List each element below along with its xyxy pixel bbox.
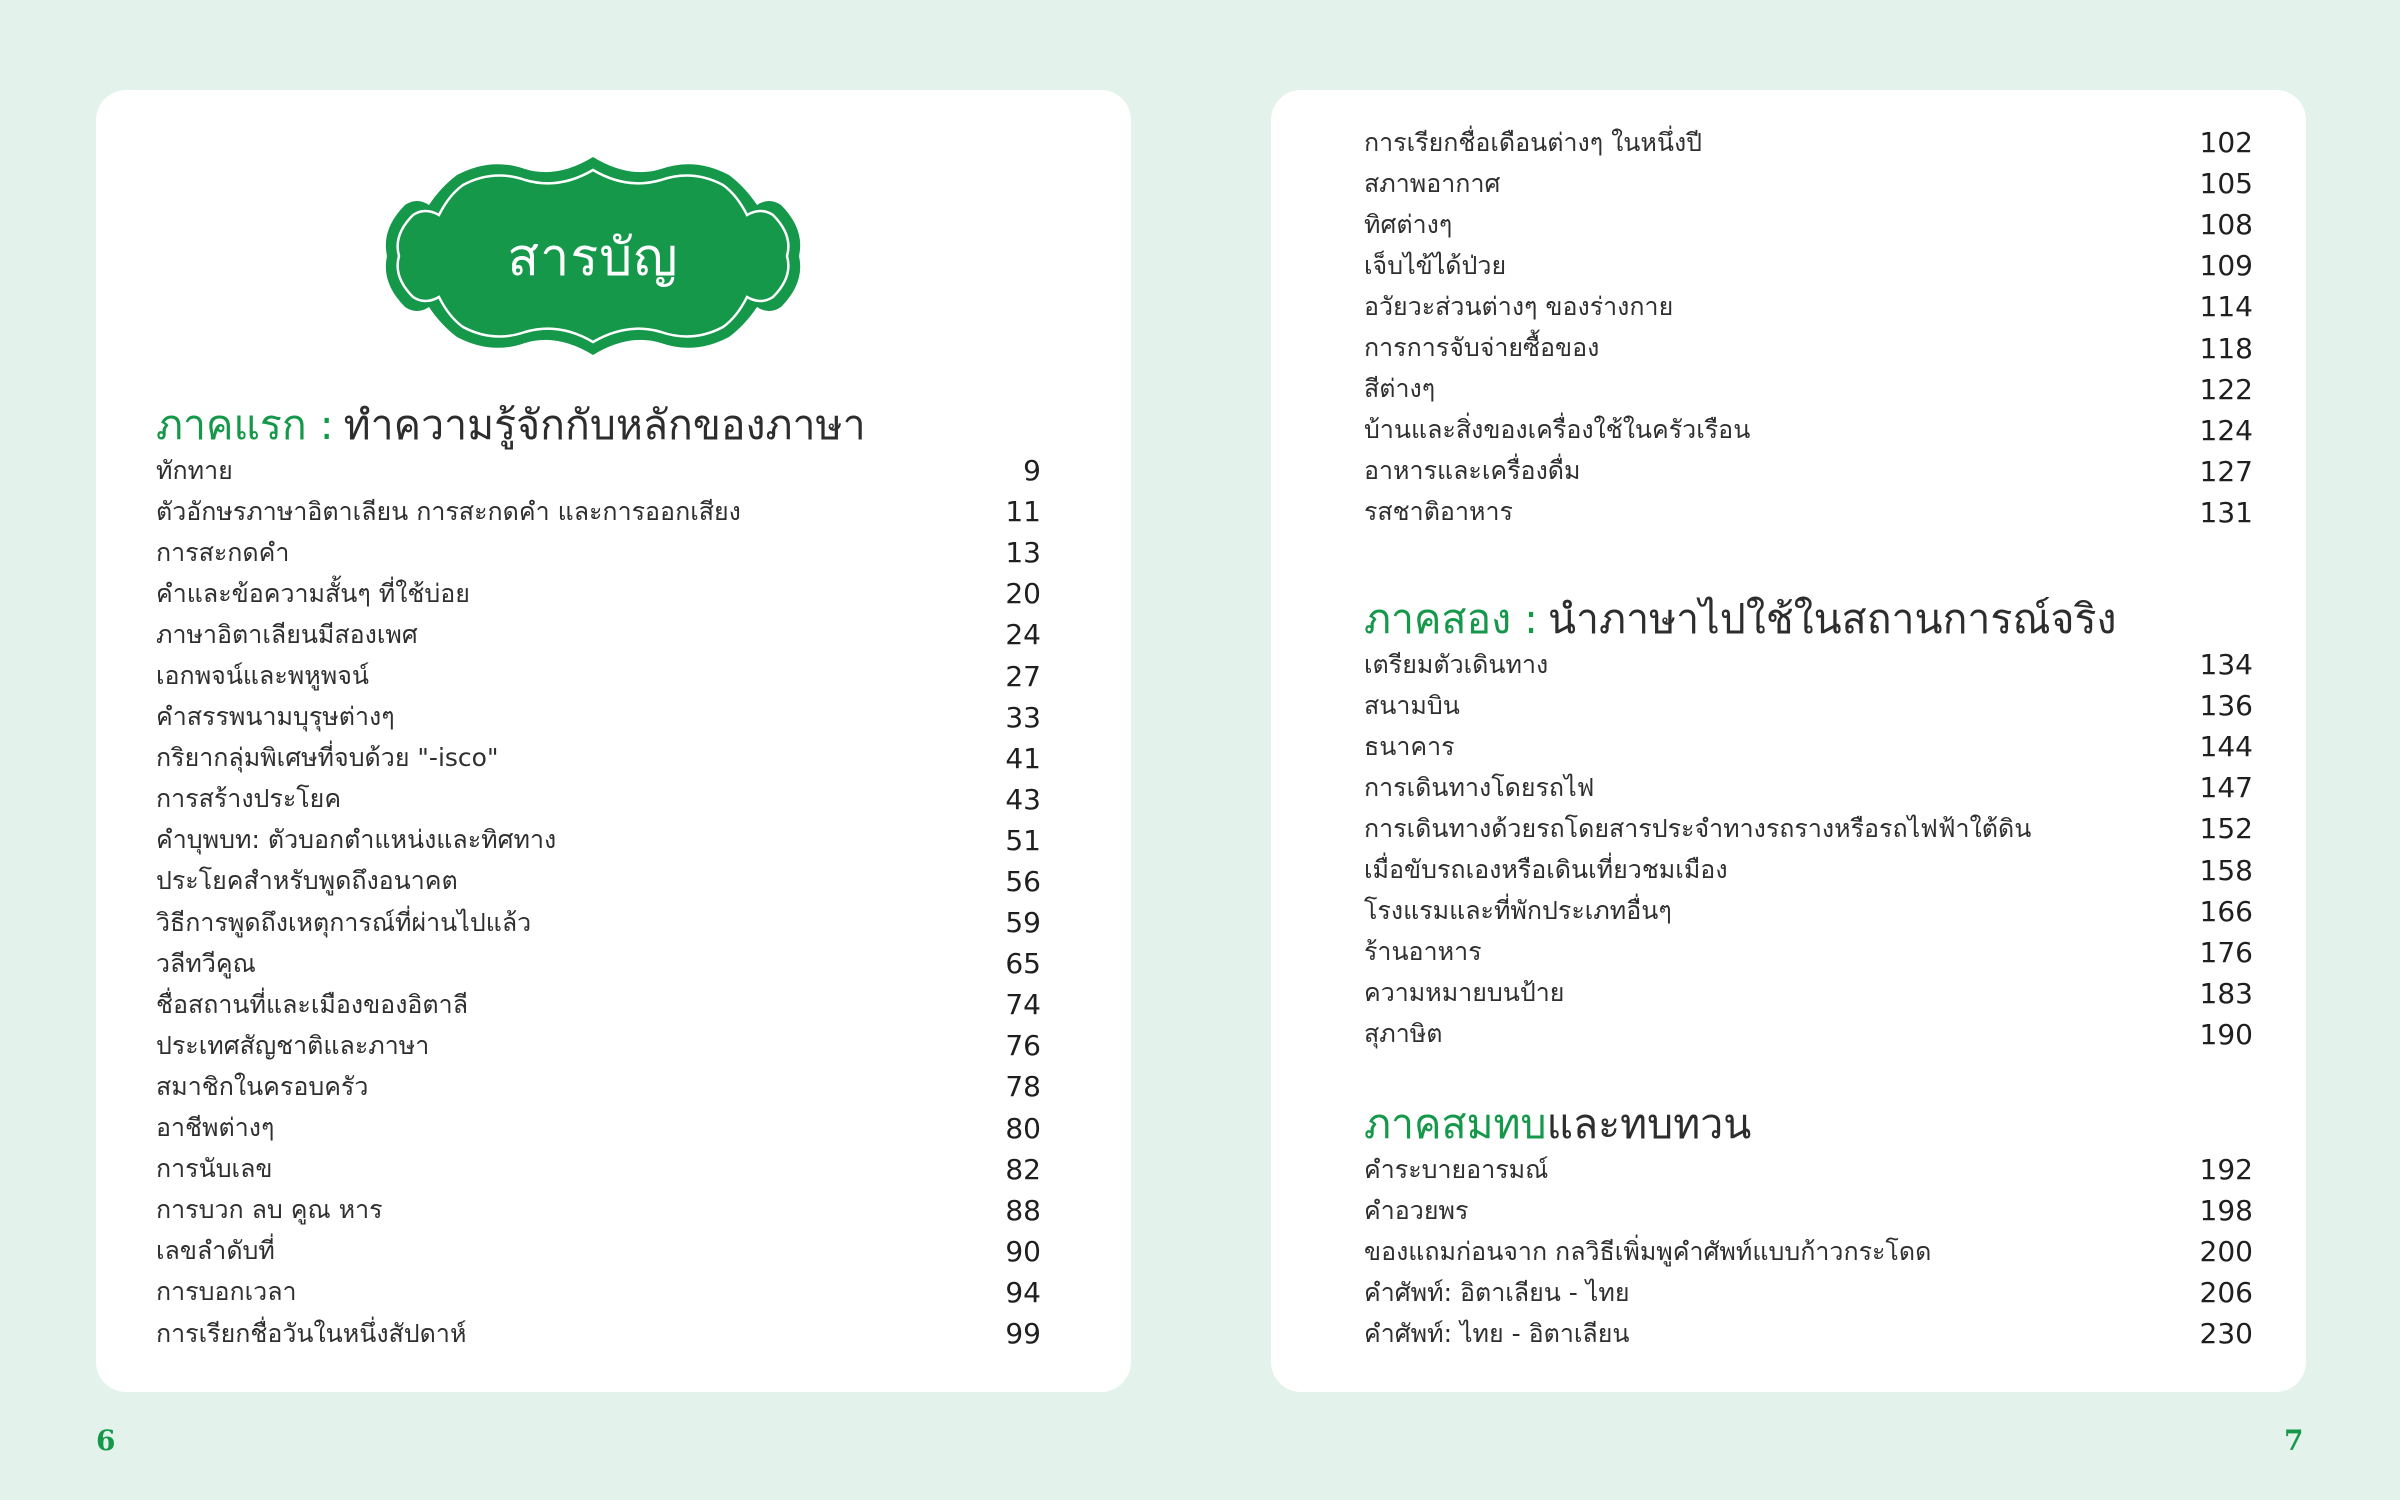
toc-entry-title: การเดินทางโดยรถไฟ [1364, 772, 1595, 802]
toc-entry-title: อวัยวะส่วนต่างๆ ของร่างกาย [1364, 291, 1674, 321]
toc-entry-page: 51 [1005, 823, 1041, 857]
toc-entry-title: ทักทาย [156, 455, 233, 485]
toc-entry-page: 131 [2199, 495, 2253, 529]
toc-entry-page: 82 [1005, 1152, 1041, 1186]
toc-entry-page: 27 [1005, 659, 1041, 693]
toc-entry [1364, 204, 2253, 245]
toc-entry-page: 108 [2199, 208, 2253, 242]
toc-entry-page: 13 [1005, 536, 1041, 570]
toc-entry-title: บ้านและสิ่งของเครื่องใช้ในครัวเรือน [1364, 415, 1751, 445]
toc-entry-title: ธนาคาร [1364, 731, 1455, 761]
toc-entry-page: 56 [1005, 864, 1041, 898]
toc-entry-page: 147 [2199, 771, 2253, 805]
toc-entry-title: สนามบิน [1364, 690, 1460, 720]
toc-entry-title: เมื่อขับรถเองหรือเดินเที่ยวชมเมือง [1364, 855, 1728, 885]
part1-continued-list [1364, 122, 2253, 533]
toc-entry-title: ของแถมก่อนจาก กลวิธีเพิ่มพูคำศัพท์แบบก้าวกระโดด [1364, 1236, 1932, 1266]
toc-entry [1364, 1231, 2253, 1272]
toc-entry [1364, 932, 2253, 973]
toc-entry [156, 1272, 1041, 1313]
toc-entry-title: กริยากลุ่มพิเศษที่จบด้วย "-isco" [156, 743, 499, 773]
toc-entry-page: 20 [1005, 577, 1041, 611]
toc-entry-title: วลีทวีคูณ [156, 948, 256, 978]
toc-entry-title: สุภาษิต [1364, 1019, 1443, 1049]
toc-entry [1364, 685, 2253, 726]
part2-list [1364, 644, 2253, 1055]
toc-entry-title: เตรียมตัวเดินทาง [1364, 649, 1549, 679]
toc-entry-page: 136 [2199, 689, 2253, 723]
toc-entry-page: 94 [1005, 1275, 1041, 1309]
toc-entry [1364, 245, 2253, 286]
toc-entry-title: คำระบายอารมณ์ [1364, 1154, 1549, 1184]
toc-entry [1364, 451, 2253, 492]
toc-entry [156, 573, 1041, 614]
part1-section [156, 388, 1041, 1354]
part3-section [1364, 1087, 2253, 1354]
part3-title: และทบทวน [1546, 1100, 1752, 1148]
toc-entry-page: 24 [1005, 618, 1041, 652]
toc-entry-title: เลขลำดับที่ [156, 1236, 275, 1266]
toc-entry [156, 614, 1041, 655]
part2-heading [1364, 582, 2253, 644]
toc-entry-title: สีต่างๆ [1364, 374, 1436, 404]
toc-entry-title: รสชาติอาหาร [1364, 497, 1513, 527]
toc-entry-page: 192 [2199, 1153, 2253, 1187]
toc-entry-page: 109 [2199, 249, 2253, 283]
toc-entry [1364, 286, 2253, 327]
toc-entry-title: อาหารและเครื่องดื่ม [1364, 456, 1581, 486]
toc-entry [1364, 644, 2253, 685]
toc-entry-page: 76 [1005, 1029, 1041, 1063]
toc-entry [1364, 1190, 2253, 1231]
toc-entry-title: ประโยคสำหรับพูดถึงอนาคต [156, 866, 458, 896]
toc-entry [156, 1066, 1041, 1107]
toc-entry [1364, 891, 2253, 932]
toc-entry-title: การเดินทางด้วยรถโดยสารประจำทางรถรางหรือรถไฟฟ้าใต้ดิน [1364, 813, 2032, 843]
toc-entry [156, 902, 1041, 943]
part3-label: ภาคสมทบ [1364, 1100, 1547, 1148]
toc-entry-page: 41 [1005, 741, 1041, 775]
toc-entry-page: 200 [2199, 1235, 2253, 1269]
toc-entry [156, 861, 1041, 902]
toc-entry [1364, 808, 2253, 849]
toc-entry-page: 11 [1005, 495, 1041, 529]
toc-entry-page: 122 [2199, 372, 2253, 406]
toc-entry-page: 183 [2199, 976, 2253, 1010]
toc-entry [156, 1313, 1041, 1354]
toc-entry-title: การบวก ลบ คูณ หาร [156, 1195, 383, 1225]
toc-entry-page: 43 [1005, 782, 1041, 816]
toc-entry-page: 33 [1005, 700, 1041, 734]
toc-entry-title: เจ็บไข้ได้ป่วย [1364, 250, 1507, 280]
toc-entry-page: 9 [1023, 454, 1041, 488]
toc-entry-title: ตัวอักษรภาษาอิตาเลียน การสะกดคำ และการออกเสียง [156, 496, 741, 526]
toc-entry [156, 738, 1041, 779]
toc-entry-title: คำบุพบท: ตัวบอกตำแหน่งและทิศทาง [156, 825, 557, 855]
toc-entry-page: 176 [2199, 935, 2253, 969]
toc-entry [1364, 1272, 2253, 1313]
toc-entry-title: คำศัพท์: อิตาเลียน - ไทย [1364, 1277, 1630, 1307]
part2-label: ภาคสอง : [1364, 595, 1538, 643]
toc-entry-page: 88 [1005, 1193, 1041, 1227]
toc-entry-page: 74 [1005, 988, 1041, 1022]
toc-entry-title: คำศัพท์: ไทย - อิตาเลียน [1364, 1318, 1630, 1348]
toc-entry [1364, 1149, 2253, 1190]
toc-entry-page: 99 [1005, 1317, 1041, 1351]
part1-label: ภาคแรก : [156, 401, 334, 449]
toc-entry-title: การสะกดคำ [156, 537, 290, 567]
toc-entry [156, 1149, 1041, 1190]
toc-entry [156, 1231, 1041, 1272]
toc-entry [156, 491, 1041, 532]
title-badge [381, 155, 805, 357]
toc-entry-page: 102 [2199, 126, 2253, 160]
toc-entry [156, 697, 1041, 738]
toc-entry [1364, 122, 2253, 163]
part1-list [156, 450, 1041, 1354]
toc-entry-page: 190 [2199, 1017, 2253, 1051]
toc-entry-page: 198 [2199, 1194, 2253, 1228]
toc-entry-title: การการจับจ่ายซื้อของ [1364, 333, 1600, 363]
toc-entry-title: ความหมายบนป้าย [1364, 978, 1565, 1008]
toc-entry [1364, 163, 2253, 204]
part1-title: ทำความรู้จักกับหลักของภาษา [343, 401, 866, 449]
toc-entry [1364, 849, 2253, 890]
toc-entry-page: 124 [2199, 413, 2253, 447]
toc-entry-title: ภาษาอิตาเลียนมีสองเพศ [156, 619, 418, 649]
toc-entry [156, 1190, 1041, 1231]
part2-title: นำภาษาไปใช้ในสถานการณ์จริง [1548, 595, 2117, 643]
toc-entry-page: 152 [2199, 812, 2253, 846]
toc-entry-page: 105 [2199, 167, 2253, 201]
toc-entry [1364, 492, 2253, 533]
toc-entry-title: การเรียกชื่อเดือนต่างๆ ในหนึ่งปี [1364, 127, 1703, 157]
toc-entry-page: 59 [1005, 906, 1041, 940]
toc-entry [1364, 327, 2253, 368]
toc-entry-page: 114 [2199, 290, 2253, 324]
toc-entry-title: เอกพจน์และพหูพจน์ [156, 661, 369, 691]
toc-entry-page: 158 [2199, 853, 2253, 887]
toc-entry-title: การนับเลข [156, 1154, 273, 1184]
toc-entry-page: 80 [1005, 1111, 1041, 1145]
toc-entry-page: 127 [2199, 454, 2253, 488]
toc-entry-page: 65 [1005, 947, 1041, 981]
toc-entry-title: โรงแรมและที่พักประเภทอื่นๆ [1364, 896, 1672, 926]
toc-entry [156, 655, 1041, 696]
part2-section [1364, 582, 2253, 1055]
page-number-left: 6 [96, 1424, 116, 1457]
toc-entry-page: 166 [2199, 894, 2253, 928]
toc-entry [1364, 410, 2253, 451]
toc-entry-page: 118 [2199, 331, 2253, 365]
toc-entry [156, 532, 1041, 573]
toc-entry-page: 230 [2199, 1317, 2253, 1351]
toc-entry [156, 943, 1041, 984]
toc-entry-title: การบอกเวลา [156, 1277, 297, 1307]
toc-entry-title: คำอวยพร [1364, 1195, 1469, 1225]
toc-entry-title: ประเทศสัญชาติและภาษา [156, 1030, 430, 1060]
toc-entry-title: การสร้างประโยค [156, 784, 342, 814]
toc-entry-title: วิธีการพูดถึงเหตุการณ์ที่ผ่านไปแล้ว [156, 907, 532, 937]
right-page [1271, 90, 2306, 1392]
toc-entry-title: ร้านอาหาร [1364, 937, 1482, 967]
toc-entry-page: 144 [2199, 730, 2253, 764]
toc-entry-page: 90 [1005, 1234, 1041, 1268]
toc-entry [1364, 1313, 2253, 1354]
toc-entry-page: 134 [2199, 648, 2253, 682]
toc-entry-title: สภาพอากาศ [1364, 168, 1501, 198]
toc-entry-title: คำสรรพนามบุรุษต่างๆ [156, 702, 395, 732]
toc-entry-title: อาชีพต่างๆ [156, 1113, 275, 1143]
toc-entry [1364, 369, 2253, 410]
part3-list [1364, 1149, 2253, 1354]
toc-entry-title: ทิศต่างๆ [1364, 209, 1453, 239]
toc-title: สารบัญ [507, 227, 679, 288]
toc-entry [1364, 726, 2253, 767]
toc-entry [1364, 973, 2253, 1014]
part1-continued-section [1364, 122, 2253, 533]
toc-entry [156, 1025, 1041, 1066]
part1-heading [156, 388, 1041, 450]
page-number-right: 7 [2284, 1424, 2304, 1457]
toc-entry-page: 78 [1005, 1070, 1041, 1104]
toc-entry [156, 984, 1041, 1025]
toc-entry [156, 779, 1041, 820]
toc-entry-title: สมาชิกในครอบครัว [156, 1071, 369, 1101]
part3-heading [1364, 1087, 2253, 1149]
toc-entry-page: 206 [2199, 1276, 2253, 1310]
toc-entry-title: การเรียกชื่อวันในหนึ่งสัปดาห์ [156, 1318, 467, 1348]
toc-entry [1364, 767, 2253, 808]
toc-entry [156, 450, 1041, 491]
left-page [96, 90, 1131, 1392]
toc-entry [1364, 1014, 2253, 1055]
toc-entry-title: คำและข้อความสั้นๆ ที่ใช้บ่อย [156, 578, 470, 608]
toc-entry [156, 1108, 1041, 1149]
toc-entry [156, 820, 1041, 861]
toc-entry-title: ชื่อสถานที่และเมืองของอิตาลี [156, 989, 469, 1019]
